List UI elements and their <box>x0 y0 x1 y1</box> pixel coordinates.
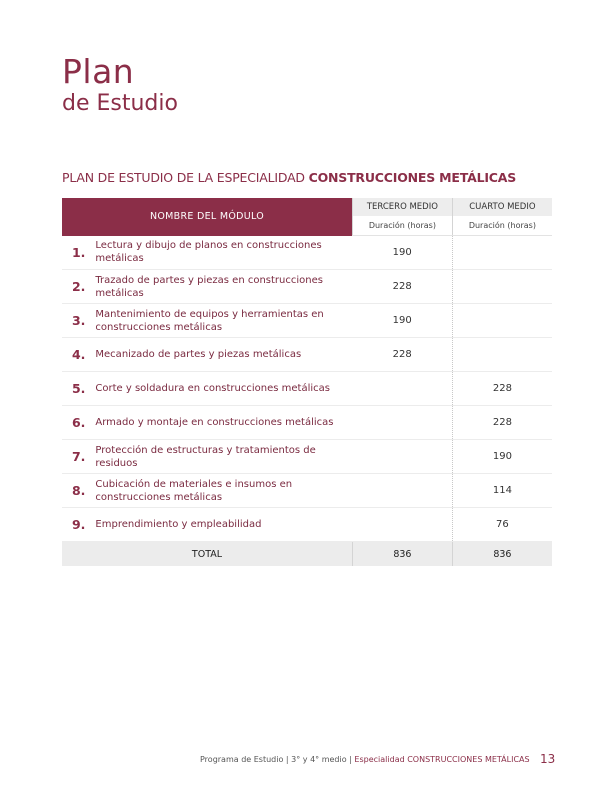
footer-separator: | <box>349 755 352 764</box>
third-year-hours: 228 <box>352 270 452 304</box>
total-third: 836 <box>352 542 452 567</box>
footer-program: Programa de Estudio <box>200 755 284 764</box>
module-name-header: NOMBRE DEL MÓDULO <box>62 198 352 236</box>
table-row <box>62 406 552 440</box>
module-name: Mecanizado de partes y piezas metálicas <box>95 338 352 372</box>
module-number: 9. <box>62 508 95 542</box>
page-title: Plan <box>62 52 135 91</box>
footer-level: 3° y 4° medio <box>291 755 347 764</box>
fourth-duration-header: Duración (horas) <box>452 216 552 236</box>
module-name: Lectura y dibujo de planos en construcciones metálicas <box>95 236 352 270</box>
footer-separator: | <box>285 755 289 764</box>
fourth-year-hours: 228 <box>452 406 552 440</box>
third-year-hours: 190 <box>352 304 452 338</box>
third-year-hours: 228 <box>352 338 452 372</box>
module-number: 7. <box>62 440 95 474</box>
module-name: Trazado de partes y piezas en construcciones metálicas <box>95 270 352 304</box>
section-heading-specialty: CONSTRUCCIONES METÁLICAS <box>308 170 517 185</box>
total-label: TOTAL <box>62 542 352 567</box>
page-subtitle: de Estudio <box>62 91 178 116</box>
table-row <box>62 236 552 270</box>
fourth-year-hours: 228 <box>452 372 552 406</box>
module-name: Armado y montaje en construcciones metálicas <box>95 406 352 440</box>
fourth-year-hours: 76 <box>452 508 552 542</box>
module-name: Protección de estructuras y tratamientos de residuos <box>95 440 352 474</box>
third-year-hours <box>352 508 452 542</box>
third-year-hours <box>352 372 452 406</box>
table-row <box>62 474 552 508</box>
fourth-year-hours <box>452 270 552 304</box>
module-number: 8. <box>62 474 95 508</box>
table-row <box>62 304 552 338</box>
table-row <box>62 270 552 304</box>
section-heading <box>62 170 516 185</box>
module-name: Emprendimiento y empleabilidad <box>95 508 352 542</box>
study-plan-table <box>62 198 552 566</box>
third-year-hours <box>352 406 452 440</box>
module-name: Corte y soldadura en construcciones metálicas <box>95 372 352 406</box>
module-name: Cubicación de materiales e insumos en construcciones metálicas <box>95 474 352 508</box>
third-year-hours <box>352 474 452 508</box>
module-number: 3. <box>62 304 95 338</box>
table-row <box>62 338 552 372</box>
page-number: 13 <box>540 752 556 766</box>
table-row <box>62 372 552 406</box>
module-number: 2. <box>62 270 95 304</box>
total-fourth: 836 <box>452 542 552 567</box>
fourth-year-hours <box>452 338 552 372</box>
table-row <box>62 440 552 474</box>
total-row <box>62 542 552 567</box>
section-heading-prefix: PLAN DE ESTUDIO DE LA ESPECIALIDAD <box>62 170 305 185</box>
fourth-year-header: CUARTO MEDIO <box>452 198 552 216</box>
module-number: 4. <box>62 338 95 372</box>
third-duration-header: Duración (horas) <box>352 216 452 236</box>
module-number: 6. <box>62 406 95 440</box>
fourth-year-hours: 190 <box>452 440 552 474</box>
footer-specialty: Especialidad CONSTRUCCIONES METÁLICAS <box>354 755 530 764</box>
table-row <box>62 508 552 542</box>
module-number: 1. <box>62 236 95 270</box>
module-name: Mantenimiento de equipos y herramientas en construcciones metálicas <box>95 304 352 338</box>
third-year-hours: 190 <box>352 236 452 270</box>
fourth-year-hours: 114 <box>452 474 552 508</box>
fourth-year-hours <box>452 236 552 270</box>
third-year-hours <box>352 440 452 474</box>
third-year-header: TERCERO MEDIO <box>352 198 452 216</box>
fourth-year-hours <box>452 304 552 338</box>
page-footer <box>200 755 530 764</box>
module-number: 5. <box>62 372 95 406</box>
